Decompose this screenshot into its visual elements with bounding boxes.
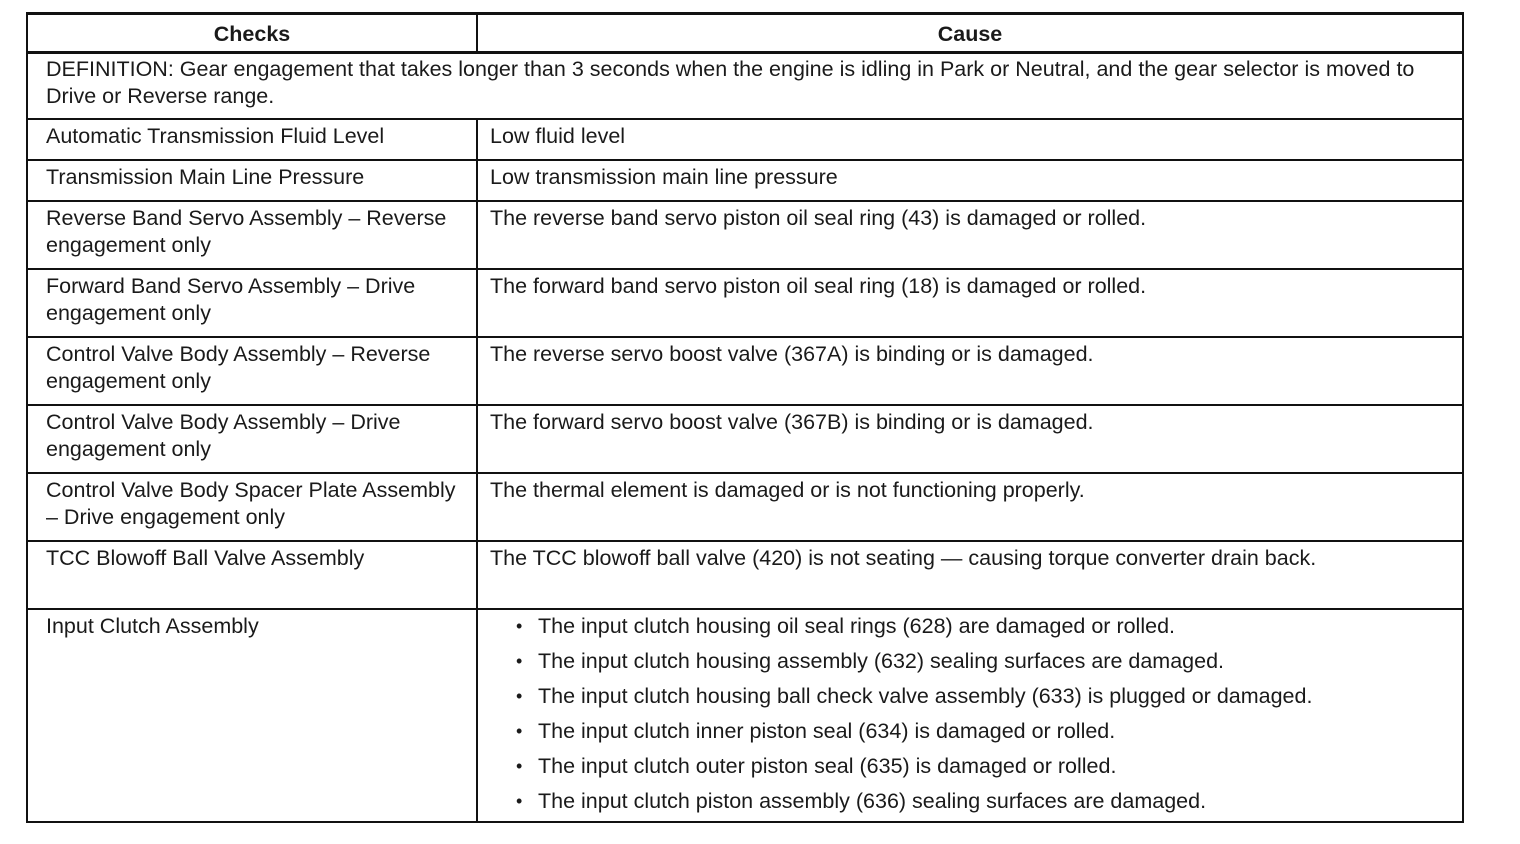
list-item — [514, 753, 1454, 780]
input-clutch-row — [27, 609, 1463, 822]
table-row — [27, 405, 1463, 473]
cause-cell: The TCC blowoff ball valve (420) is not seating — causing torque converter drain back. — [477, 541, 1463, 609]
check-cell: Control Valve Body Assembly – Reverse engagement only — [27, 337, 477, 405]
checks-column-header: Checks — [27, 14, 477, 53]
cause-cell: Low fluid level — [477, 119, 1463, 160]
list-item-text: The input clutch housing oil seal rings (628) are damaged or rolled. — [538, 614, 1176, 638]
check-cell: Forward Band Servo Assembly – Drive engagement only — [27, 269, 477, 337]
diagnostic-table-page — [26, 12, 1462, 823]
table-header-row — [27, 14, 1463, 53]
bullet-icon: • — [516, 721, 523, 741]
table-row — [27, 541, 1463, 609]
bullet-icon: • — [516, 616, 523, 636]
diagnostic-table — [26, 12, 1464, 823]
table-row — [27, 269, 1463, 337]
check-cell: Transmission Main Line Pressure — [27, 160, 477, 201]
table-row — [27, 337, 1463, 405]
cause-cell: Low transmission main line pressure — [477, 160, 1463, 201]
cause-cell: The forward servo boost valve (367B) is binding or is damaged. — [477, 405, 1463, 473]
cause-column-header: Cause — [477, 14, 1463, 53]
check-cell: Input Clutch Assembly — [27, 609, 477, 822]
bullet-icon: • — [516, 686, 523, 706]
list-item — [514, 648, 1454, 675]
list-item — [514, 683, 1454, 710]
cause-cell: The reverse servo boost valve (367A) is binding or is damaged. — [477, 337, 1463, 405]
table-row — [27, 473, 1463, 541]
bullet-icon: • — [516, 651, 523, 671]
bullet-icon: • — [516, 756, 523, 776]
check-cell: Control Valve Body Spacer Plate Assembly – Drive engagement only — [27, 473, 477, 541]
check-cell: TCC Blowoff Ball Valve Assembly — [27, 541, 477, 609]
list-item — [514, 613, 1454, 640]
list-item-text: The input clutch inner piston seal (634) is damaged or rolled. — [538, 719, 1116, 743]
table-row — [27, 201, 1463, 269]
cause-list-cell — [477, 609, 1463, 822]
cause-bullet-list — [490, 613, 1454, 815]
cause-cell: The reverse band servo piston oil seal ring (43) is damaged or rolled. — [477, 201, 1463, 269]
list-item — [514, 718, 1454, 745]
list-item — [514, 788, 1454, 815]
list-item-text: The input clutch housing ball check valve assembly (633) is plugged or damaged. — [538, 684, 1313, 708]
list-item-text: The input clutch housing assembly (632) sealing surfaces are damaged. — [538, 649, 1224, 673]
cause-cell: The thermal element is damaged or is not functioning properly. — [477, 473, 1463, 541]
table-row — [27, 160, 1463, 201]
check-cell: Automatic Transmission Fluid Level — [27, 119, 477, 160]
check-cell: Reverse Band Servo Assembly – Reverse engagement only — [27, 201, 477, 269]
table-row — [27, 119, 1463, 160]
list-item-text: The input clutch piston assembly (636) sealing surfaces are damaged. — [538, 789, 1207, 813]
list-item-text: The input clutch outer piston seal (635) is damaged or rolled. — [538, 754, 1117, 778]
cause-cell: The forward band servo piston oil seal ring (18) is damaged or rolled. — [477, 269, 1463, 337]
definition-row — [27, 53, 1463, 120]
check-cell: Control Valve Body Assembly – Drive engagement only — [27, 405, 477, 473]
bullet-icon: • — [516, 791, 523, 811]
definition-text: DEFINITION: Gear engagement that takes longer than 3 seconds when the engine is idling in Park or Neutral, and the gear selector is moved to Drive or Reverse range. — [27, 53, 1463, 120]
